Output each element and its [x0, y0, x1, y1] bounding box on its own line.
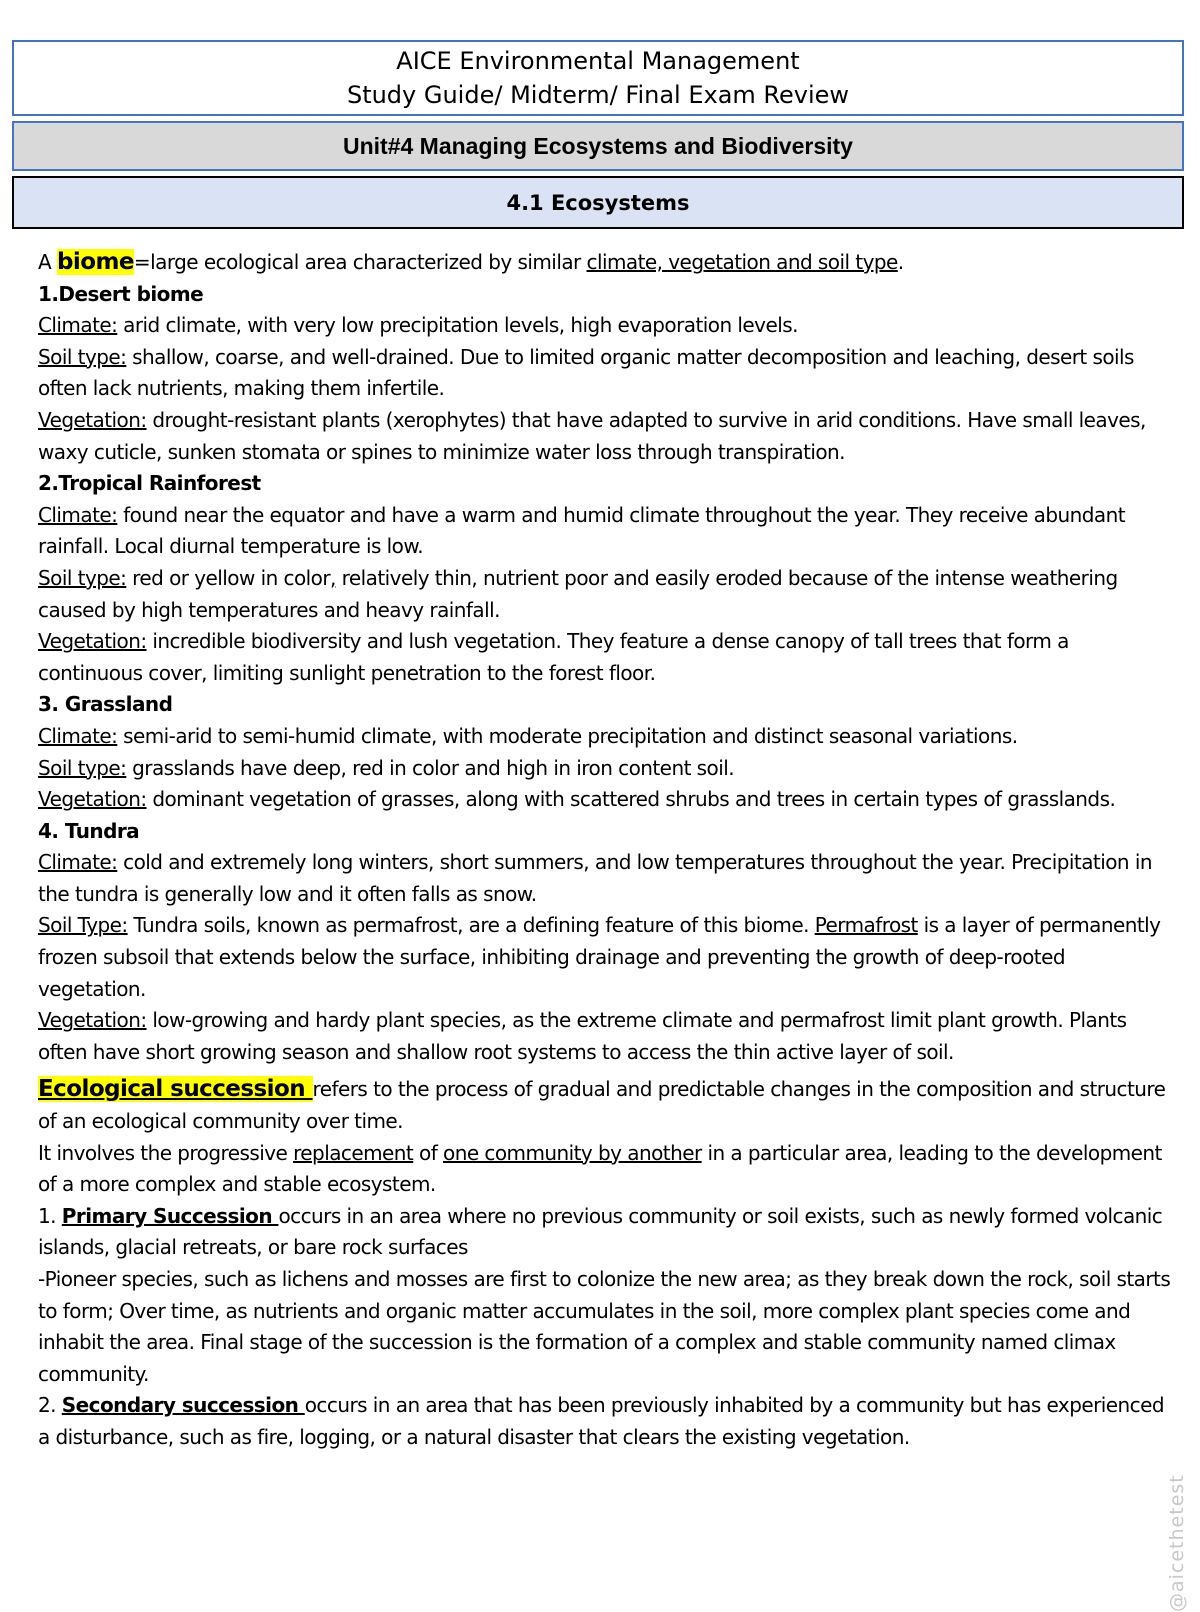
grassland-climate: Climate: semi-arid to semi-humid climate, with moderate precipitation and distinct seasonal variations.: [38, 723, 1018, 748]
document-subtitle: Study Guide/ Midterm/ Final Exam Review: [346, 81, 850, 109]
desert-vegetation: Vegetation: drought-resistant plants (xerophytes) that have adapted to survive in arid conditions. Have small leaves, waxy cuticle, sunken stomata or spines to minimize water loss through transpiration.: [38, 407, 1146, 464]
desert-soil: Soil type: shallow, coarse, and well-drained. Due to limited organic matter decomposition and leaching, desert soils often lack nutrients, making them infertile.: [38, 344, 1134, 401]
grassland-heading: 3. Grassland: [38, 692, 173, 717]
pioneer-species: -Pioneer species, such as lichens and mosses are first to colonize the new area; as they break down the rock, soil starts to form; Over time, as nutrients and organic matter accumulates in the soil, more complex plant species come and inhabit the area. Final stage of the succession is the formation of a complex and stable community named climax community.: [38, 1267, 1171, 1386]
unit-header: [12, 121, 1184, 171]
desert-heading: 1.Desert biome: [38, 281, 204, 306]
succession-term: Ecological succession: [38, 1076, 313, 1103]
succession-definition: Ecological succession refers to the process of gradual and predictable changes in the composition and structure of an ecological community over time.: [38, 1076, 1166, 1134]
unit-title: Unit#4 Managing Ecosystems and Biodiversity: [343, 132, 853, 159]
desert-climate: Climate: arid climate, with very low precipitation levels, high evaporation levels.: [38, 313, 798, 338]
rainforest-heading: 2.Tropical Rainforest: [38, 471, 261, 496]
secondary-succession: 2. Secondary succession occurs in an area that has been previously inhabited by a community but has experienced a disturbance, such as fire, logging, or a natural disaster that clears the existing vegetation.: [38, 1393, 1165, 1449]
rainforest-vegetation: Vegetation: incredible biodiversity and lush vegetation. They feature a dense canopy of tall trees that form a continuous cover, limiting sunlight penetration to the forest floor.: [38, 629, 1069, 685]
section-title: 4.1 Ecosystems: [506, 190, 690, 215]
biome-definition: A biome=large ecological area characterized by similar climate, vegetation and soil type.: [38, 249, 904, 275]
section-header: [12, 176, 1184, 229]
grassland-soil: Soil type: grasslands have deep, red in color and high in iron content soil.: [38, 755, 735, 780]
tundra-vegetation: Vegetation: low-growing and hardy plant species, as the extreme climate and permafrost limit plant growth. Plants often have short growing season and shallow root systems to access the thin active layer of soil.: [38, 1008, 1127, 1064]
document-title: AICE Environmental Management: [396, 47, 800, 75]
rainforest-soil: Soil type: red or yellow in color, relatively thin, nutrient poor and easily eroded because of the intense weathering caused by high temperatures and heavy rainfall.: [38, 565, 1118, 622]
tundra-heading: 4. Tundra: [38, 818, 140, 843]
grassland-vegetation: Vegetation: dominant vegetation of grasses, along with scattered shrubs and trees in certain types of grasslands.: [38, 787, 1116, 812]
biome-term: biome: [56, 249, 134, 275]
primary-succession: 1. Primary Succession occurs in an area where no previous community or soil exists, such as newly formed volcanic islands, glacial retreats, or bare rock surfaces: [38, 1203, 1163, 1260]
document-body: [38, 247, 1176, 1454]
watermark: @aicethetest: [1166, 1474, 1188, 1612]
document-title-box: [12, 40, 1184, 116]
rainforest-climate: Climate: found near the equator and have a warm and humid climate throughout the year. They receive abundant rainfall. Local diurnal temperature is low.: [38, 502, 1126, 559]
tundra-soil: Soil Type: Tundra soils, known as permafrost, are a defining feature of this biome. Permafrost is a layer of permanently frozen subsoil that extends below the surface, inhibiting drainage and preventing the growth of deep-rooted vegetation.: [38, 913, 1161, 1001]
succession-involves: It involves the progressive replacement of one community by another in a particular area, leading to the development of a more complex and stable ecosystem.: [38, 1140, 1162, 1197]
tundra-climate: Climate: cold and extremely long winters, short summers, and low temperatures throughout the year. Precipitation in the tundra is generally low and it often falls as snow.: [38, 850, 1152, 906]
